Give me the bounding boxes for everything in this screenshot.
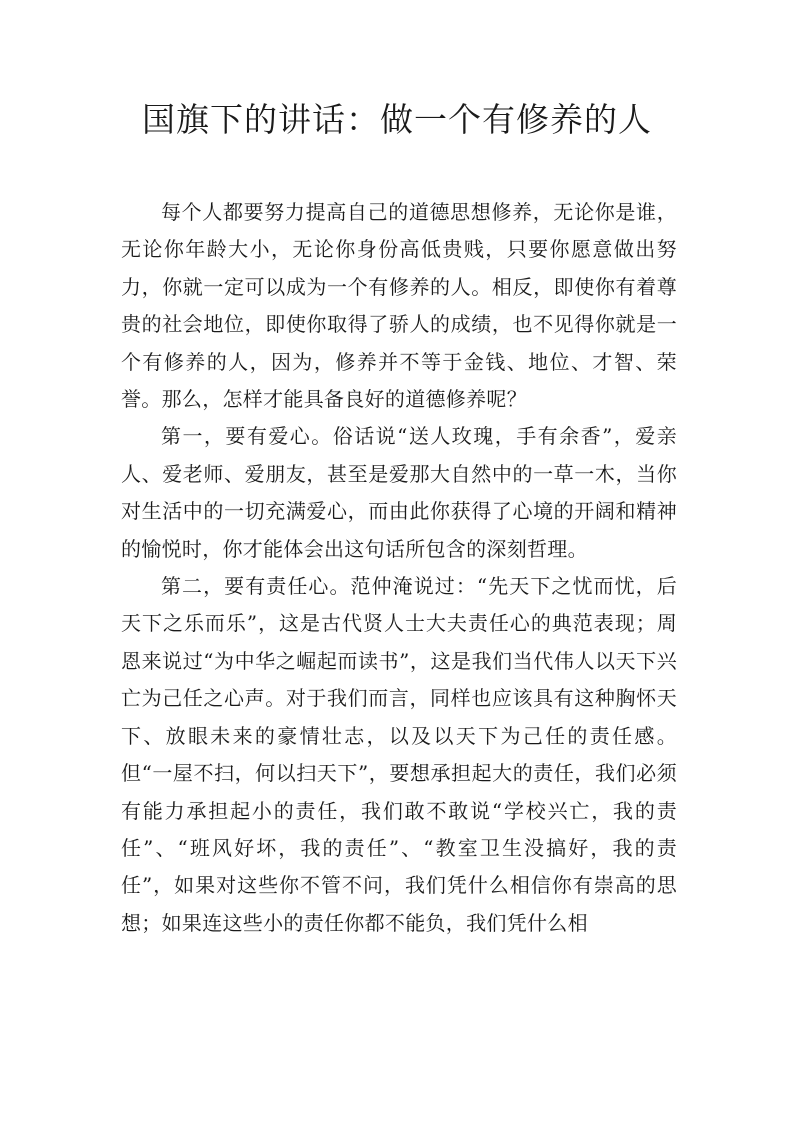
paragraph-intro: 每个人都要努力提高自己的道德思想修养，无论你是谁，无论你年龄大小，无论你身份高低贵贱，只要你愿意做出努力，你就一定可以成为一个有修养的人。相反，即使你有着尊贵的社会地位，即使你取得了骄人的成绩，也不见得你就是一个有修养的人，因为，修养并不等于金钱、地位、才智、荣誉。那么，怎样才能具备良好的道德修养呢？ xyxy=(121,200,677,412)
paragraph-responsibility: 第二，要有责任心。范仲淹说过：“先天下之忧而忧，后天下之乐而乐”，这是古代贤人士大夫责任心的典范表现；周恩来说过“为中华之崛起而读书”，这是我们当代伟人以天下兴亡为己任之心声。对于我们而言，同样也应该具有这种胸怀天下、放眼未来的豪情壮志，以及以天下为己任的责任感。但“一屋不扫，何以扫天下”，要想承担起大的责任，我们必须有能力承担起小的责任，我们敢不敢说“学校兴亡，我的责任”、“班风好坏，我的责任”、“教室卫生没搞好，我的责任”，如果对这些你不管不问，我们凭什么相信你有崇高的思想；如果连这些小的责任你都不能负，我们凭什么相 xyxy=(121,574,677,935)
paragraph-love: 第一，要有爱心。俗话说“送人玫瑰，手有余香”，爱亲人、爱老师、爱朋友，甚至是爱那大自然中的一草一木，当你对生活中的一切充满爱心，而由此你获得了心境的开阔和精神的愉悦时，你才能体会出这句话所包含的深刻哲理。 xyxy=(121,424,677,561)
document-title: 国旗下的讲话：做一个有修养的人 xyxy=(142,100,652,139)
document-body xyxy=(121,194,677,942)
